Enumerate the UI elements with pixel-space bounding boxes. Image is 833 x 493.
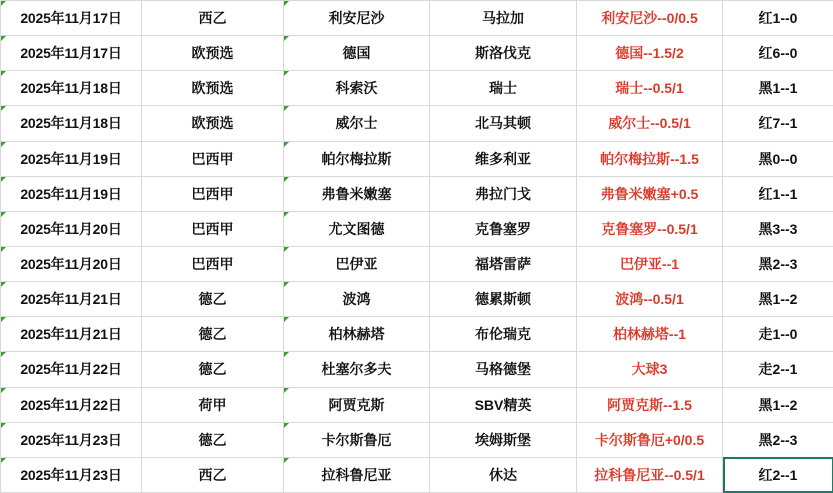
cell-handicap[interactable] (577, 36, 723, 71)
cell-date[interactable]: 2025年11月19日 (1, 141, 142, 176)
cell-date[interactable]: 2025年11月18日 (1, 106, 142, 141)
cell-date[interactable]: 2025年11月19日 (1, 176, 142, 211)
cell-away-team[interactable]: 北马其顿 (430, 106, 577, 141)
cell-away-team[interactable]: 瑞士 (430, 71, 577, 106)
cell-date[interactable]: 2025年11月23日 (1, 422, 142, 457)
cell-home-team[interactable]: 拉科鲁尼亚 (284, 457, 430, 492)
handicap-text: 大球3 (631, 361, 668, 378)
cell-home-team[interactable]: 尤文图德 (284, 211, 430, 246)
handicap-text: 波鸿--0.5/1 (615, 291, 684, 308)
cell-date[interactable]: 2025年11月22日 (1, 387, 142, 422)
cell-result[interactable]: 黑1--2 (723, 387, 833, 422)
table-row[interactable] (1, 176, 833, 211)
cell-date[interactable]: 2025年11月21日 (1, 317, 142, 352)
cell-date[interactable]: 2025年11月22日 (1, 352, 142, 387)
cell-away-team[interactable]: SBV精英 (430, 387, 577, 422)
handicap-text: 柏林赫塔--1 (612, 326, 687, 343)
cell-home-team[interactable]: 卡尔斯鲁厄 (284, 422, 430, 457)
cell-home-team[interactable]: 巴伊亚 (284, 246, 430, 281)
cell-league[interactable]: 巴西甲 (142, 246, 284, 281)
cell-handicap[interactable] (577, 282, 723, 317)
cell-home-team[interactable]: 波鸿 (284, 282, 430, 317)
cell-handicap[interactable] (577, 387, 723, 422)
cell-league[interactable]: 德乙 (142, 422, 284, 457)
cell-handicap[interactable] (577, 211, 723, 246)
cell-home-team[interactable]: 利安尼沙 (284, 1, 430, 36)
table-body (1, 1, 833, 493)
cell-handicap[interactable] (577, 106, 723, 141)
table-row[interactable] (1, 71, 833, 106)
cell-result[interactable]: 黑2--3 (723, 422, 833, 457)
cell-league[interactable]: 巴西甲 (142, 176, 284, 211)
handicap-text: 克鲁塞罗--0.5/1 (601, 220, 698, 237)
cell-date[interactable]: 2025年11月20日 (1, 246, 142, 281)
cell-handicap[interactable] (577, 141, 723, 176)
cell-league[interactable]: 欧预选 (142, 106, 284, 141)
table-row[interactable] (1, 282, 833, 317)
cell-league[interactable]: 德乙 (142, 282, 284, 317)
cell-result[interactable]: 走1--0 (723, 317, 833, 352)
table-row[interactable] (1, 457, 833, 492)
cell-league[interactable]: 欧预选 (142, 36, 284, 71)
cell-result[interactable]: 黑2--3 (723, 246, 833, 281)
cell-handicap[interactable] (577, 457, 723, 492)
cell-league[interactable]: 西乙 (142, 457, 284, 492)
table-row[interactable] (1, 246, 833, 281)
cell-league[interactable]: 荷甲 (142, 387, 284, 422)
cell-league[interactable]: 巴西甲 (142, 211, 284, 246)
cell-home-team[interactable]: 弗鲁米嫩塞 (284, 176, 430, 211)
cell-away-team[interactable]: 福塔雷萨 (430, 246, 577, 281)
table-row[interactable] (1, 141, 833, 176)
handicap-text: 拉科鲁尼亚--0.5/1 (594, 466, 705, 483)
cell-handicap[interactable] (577, 1, 723, 36)
cell-date[interactable]: 2025年11月17日 (1, 1, 142, 36)
cell-date[interactable]: 2025年11月17日 (1, 36, 142, 71)
cell-league[interactable]: 德乙 (142, 352, 284, 387)
handicap-text: 利安尼沙--0/0.5 (601, 10, 698, 27)
cell-handicap[interactable] (577, 71, 723, 106)
cell-home-team[interactable]: 德国 (284, 36, 430, 71)
table-row[interactable] (1, 1, 833, 36)
cell-home-team[interactable]: 阿贾克斯 (284, 387, 430, 422)
handicap-text: 阿贾克斯--1.5 (607, 396, 692, 413)
cell-result[interactable]: 黑1--2 (723, 282, 833, 317)
cell-result-selected[interactable]: 红2--1 (723, 457, 833, 492)
cell-away-team[interactable]: 克鲁塞罗 (430, 211, 577, 246)
handicap-text: 帕尔梅拉斯--1.5 (600, 150, 699, 167)
table-row[interactable] (1, 106, 833, 141)
cell-result[interactable]: 黑1--1 (723, 71, 833, 106)
cell-date[interactable]: 2025年11月18日 (1, 71, 142, 106)
cell-away-team[interactable]: 马格德堡 (430, 352, 577, 387)
handicap-text: 巴伊亚--1 (619, 256, 680, 273)
cell-away-team[interactable]: 德累斯顿 (430, 282, 577, 317)
cell-handicap[interactable] (577, 317, 723, 352)
cell-result[interactable]: 红1--1 (723, 176, 833, 211)
cell-home-team[interactable]: 柏林赫塔 (284, 317, 430, 352)
cell-home-team[interactable]: 杜塞尔多夫 (284, 352, 430, 387)
cell-handicap[interactable] (577, 422, 723, 457)
cell-league[interactable]: 德乙 (142, 317, 284, 352)
cell-home-team[interactable]: 帕尔梅拉斯 (284, 141, 430, 176)
cell-away-team[interactable]: 布伦瑞克 (430, 317, 577, 352)
cell-result[interactable]: 红6--0 (723, 36, 833, 71)
cell-date[interactable]: 2025年11月21日 (1, 282, 142, 317)
cell-away-team[interactable]: 斯洛伐克 (430, 36, 577, 71)
cell-result[interactable]: 红7--1 (723, 106, 833, 141)
handicap-text: 卡尔斯鲁厄+0/0.5 (594, 431, 705, 448)
cell-date[interactable]: 2025年11月20日 (1, 211, 142, 246)
handicap-text: 弗鲁米嫩塞+0.5 (600, 185, 699, 202)
cell-handicap[interactable] (577, 246, 723, 281)
cell-result[interactable]: 黑0--0 (723, 141, 833, 176)
table-row[interactable] (1, 36, 833, 71)
cell-league[interactable]: 巴西甲 (142, 141, 284, 176)
cell-home-team[interactable]: 威尔士 (284, 106, 430, 141)
handicap-text: 德国--1.5/2 (615, 45, 684, 62)
table-row[interactable] (1, 317, 833, 352)
cell-away-team[interactable]: 马拉加 (430, 1, 577, 36)
cell-away-team[interactable]: 弗拉门戈 (430, 176, 577, 211)
cell-away-team[interactable]: 休达 (430, 457, 577, 492)
cell-result[interactable]: 红1--0 (723, 1, 833, 36)
cell-handicap[interactable] (577, 352, 723, 387)
cell-result[interactable]: 走2--1 (723, 352, 833, 387)
cell-handicap[interactable] (577, 176, 723, 211)
table-row[interactable] (1, 352, 833, 387)
cell-league[interactable]: 欧预选 (142, 71, 284, 106)
table-row[interactable] (1, 211, 833, 246)
cell-home-team[interactable]: 科索沃 (284, 71, 430, 106)
table-row[interactable] (1, 422, 833, 457)
cell-result[interactable]: 黑3--3 (723, 211, 833, 246)
handicap-text: 威尔士--0.5/1 (608, 115, 691, 132)
table-row[interactable] (1, 387, 833, 422)
cell-away-team[interactable]: 埃姆斯堡 (430, 422, 577, 457)
cell-date[interactable]: 2025年11月23日 (1, 457, 142, 492)
cell-league[interactable]: 西乙 (142, 1, 284, 36)
handicap-text: 瑞士--0.5/1 (615, 80, 684, 97)
cell-away-team[interactable]: 维多利亚 (430, 141, 577, 176)
